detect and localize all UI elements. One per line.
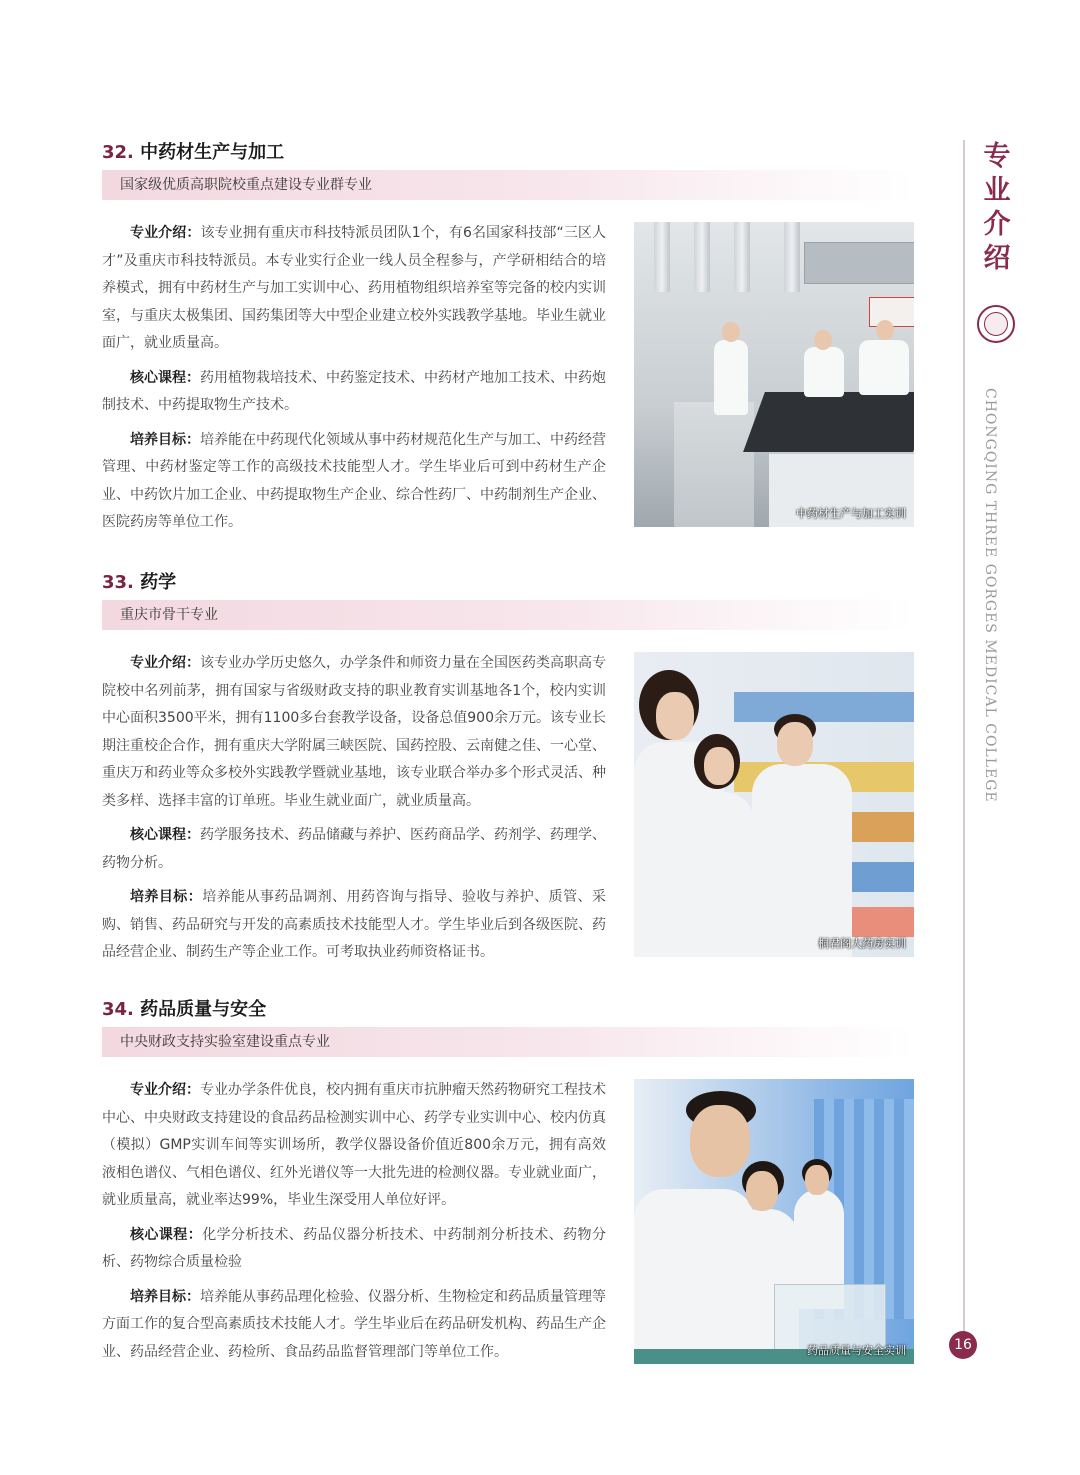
intro-text: 该专业办学历史悠久，办学条件和师资力量在全国医药类高职高专院校中名列前茅，拥有国家与省级财政支持的职业教育实训基地各1个，校内实训中心面积3500平米，拥有1100多台套教学设备，设备总值900余万元。该专业长期注重校企合作，拥有重庆大学附属三峡医院、国药控股、云南健之佳、一心堂、重庆万和药业等众多校外实践教学暨就业基地，该专业联合举办多个形式灵活、种类多样、选择丰富的订单班。毕业生就业面广，就业质量高。 bbox=[102, 655, 606, 809]
goal-label: 培养目标： bbox=[130, 1288, 200, 1305]
section-32 bbox=[102, 140, 914, 544]
section-name: 药学 bbox=[140, 572, 177, 593]
sidebar-title-char: 专 bbox=[983, 141, 1011, 172]
goal-paragraph bbox=[102, 427, 606, 537]
photo-caption: 中药材生产与加工实训 bbox=[796, 507, 906, 520]
courses-label: 核心课程： bbox=[130, 1226, 203, 1243]
section-title bbox=[102, 570, 914, 596]
sidebar-title-char: 介 bbox=[983, 209, 1011, 240]
courses-text: 化学分析技术、药品仪器分析技术、中药制剂分析技术、药物分析、药物综合质量检验 bbox=[102, 1226, 606, 1270]
courses-text: 药用植物栽培技术、中药鉴定技术、中药材产地加工技术、中药炮制技术、中药提取物生产技术。 bbox=[102, 369, 606, 413]
section-body bbox=[102, 1077, 914, 1366]
section-number: 32. bbox=[102, 142, 134, 163]
section-34 bbox=[102, 997, 914, 1373]
section-body bbox=[102, 220, 914, 537]
courses-label: 核心课程： bbox=[130, 369, 200, 386]
intro-paragraph bbox=[102, 650, 606, 815]
section-body bbox=[102, 650, 914, 967]
photo-caption: 桐君阁大药房实训 bbox=[818, 937, 906, 950]
goal-paragraph bbox=[102, 884, 606, 967]
lab-photo bbox=[634, 222, 914, 527]
section-name: 药品质量与安全 bbox=[140, 999, 267, 1020]
sidebar-divider bbox=[963, 140, 965, 1340]
sidebar-title-char: 绍 bbox=[983, 243, 1011, 274]
section-title bbox=[102, 997, 914, 1023]
section-badge: 重庆市骨干专业 bbox=[102, 600, 914, 630]
section-number: 33. bbox=[102, 572, 134, 593]
section-number: 34. bbox=[102, 999, 134, 1020]
goal-paragraph bbox=[102, 1284, 606, 1367]
section-33 bbox=[102, 570, 914, 974]
intro-text: 该专业拥有重庆市科技特派员团队1个，有6名国家科技部“三区人才”及重庆市科技特派员。本专业实行企业一线人员全程参与，产学研相结合的培养模式，拥有中药材生产与加工实训中心、药用植物组织培养室等完备的校内实训室，与重庆太极集团、国药集团等大中型企业建立校外实践教学基地。毕业生就业面广，就业质量高。 bbox=[102, 225, 606, 351]
section-text bbox=[102, 1077, 606, 1366]
goal-label: 培养目标： bbox=[130, 431, 200, 448]
section-badge: 中央财政支持实验室建设重点专业 bbox=[102, 1027, 914, 1057]
courses-text: 药学服务技术、药品储藏与养护、医药商品学、药剂学、药理学、药物分析。 bbox=[102, 827, 606, 871]
goal-label: 培养目标： bbox=[130, 889, 203, 905]
courses-paragraph bbox=[102, 1222, 606, 1277]
college-english-name: CHONGQING THREE GORGES MEDICAL COLLEGE bbox=[982, 388, 998, 803]
pharmacy-photo bbox=[634, 652, 914, 957]
goal-text: 培养能在中药现代化领域从事中药材规范化生产与加工、中药经营管理、中药材鉴定等工作的高级技术技能型人才。学生毕业后可到中药材生产企业、中药饮片加工企业、中药提取物生产企业、综合性药厂、中药制剂生产企业、医院药房等单位工作。 bbox=[102, 431, 606, 530]
sidebar-title-char: 业 bbox=[983, 175, 1011, 206]
page-number: 16 bbox=[949, 1331, 977, 1359]
intro-paragraph bbox=[102, 1077, 606, 1215]
intro-text: 专业办学条件优良，校内拥有重庆市抗肿瘤天然药物研究工程技术中心、中央财政支持建设的食品药品检测实训中心、药学专业实训中心、校内仿真（模拟）GMP实训车间等实训场所，教学仪器设备价值近800余万元，拥有高效液相色谱仪、气相色谱仪、红外光谱仪等一大批先进的检测仪器。专业就业面广，就业质量高，就业率达99%，毕业生深受用人单位好评。 bbox=[102, 1082, 606, 1208]
sidebar-title bbox=[980, 140, 1014, 276]
section-text bbox=[102, 650, 606, 967]
section-badge: 国家级优质高职院校重点建设专业群专业 bbox=[102, 170, 914, 200]
goal-text: 培养能从事药品调剂、用药咨询与指导、验收与养护、质管、采购、销售、药品研究与开发的高素质技术技能型人才。学生毕业后到各级医院、药品经营企业、制药生产等企业工作。可考取执业药师资格证书。 bbox=[102, 889, 606, 960]
photo-caption: 药品质量与安全实训 bbox=[807, 1344, 906, 1357]
quality-lab-photo bbox=[634, 1079, 914, 1364]
section-title bbox=[102, 140, 914, 166]
section-text bbox=[102, 220, 606, 537]
intro-paragraph bbox=[102, 220, 606, 358]
courses-paragraph bbox=[102, 822, 606, 877]
courses-label: 核心课程： bbox=[130, 827, 200, 843]
goal-text: 培养能从事药品理化检验、仪器分析、生物检定和药品质量管理等方面工作的复合型高素质技术技能人才。学生毕业后在药品研发机构、药品生产企业、药品经营企业、药检所、食品药品监督管理部门等单位工作。 bbox=[102, 1288, 606, 1360]
intro-label: 专业介绍： bbox=[130, 1082, 200, 1098]
intro-label: 专业介绍： bbox=[130, 655, 200, 671]
college-seal-icon bbox=[977, 305, 1015, 343]
courses-paragraph bbox=[102, 365, 606, 420]
section-name: 中药材生产与加工 bbox=[140, 142, 285, 163]
intro-label: 专业介绍： bbox=[130, 225, 201, 241]
